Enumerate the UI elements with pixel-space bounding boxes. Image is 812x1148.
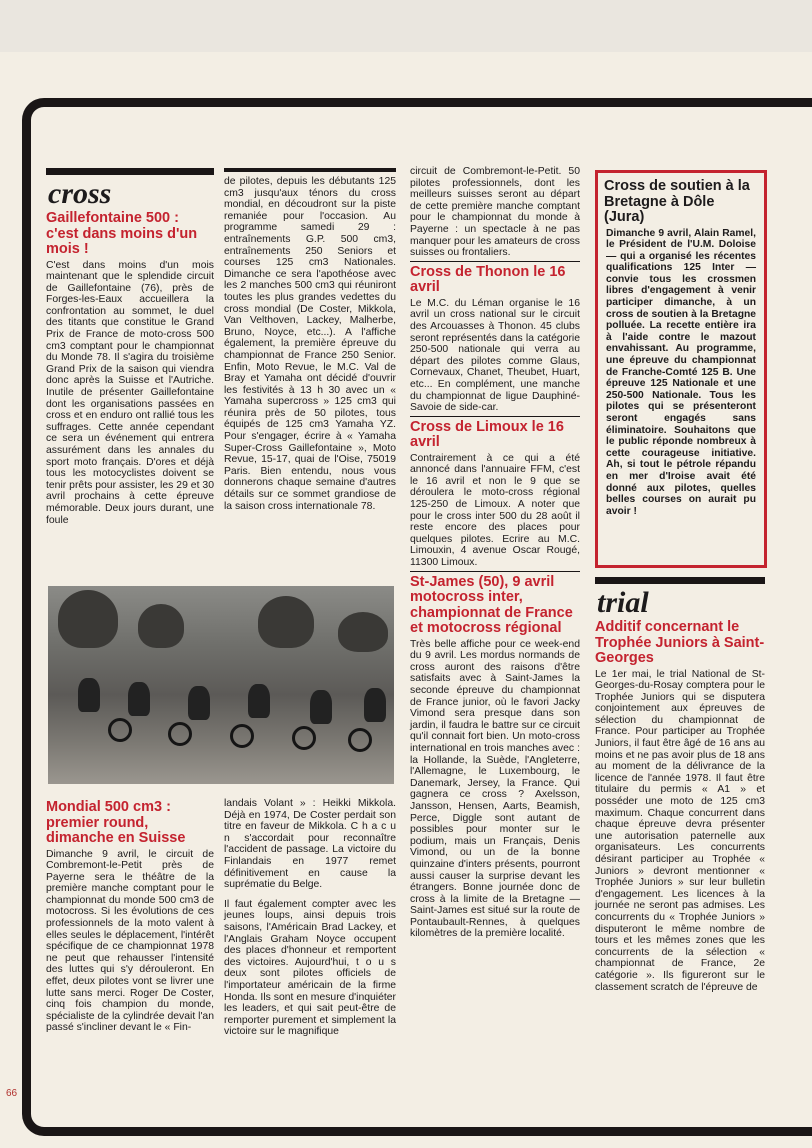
box-body: Dimanche 9 avril, Alain Ramel, le Président de l'U.M. Doloise — qui a organisé les récentes qualifications 125 Inter — convie tous les crossmen libres d'engagement à venir participer dimanche, à un cross de soutien à la Bretagne polluée. La recette entière ira à l'aide contre le mazout envahissant. Au programme, une épreuve du championnat de Franche-Comté 125 B. Une épreuve 125 Nationale et une 250-500 Nationale. Tous les pilotes qui se présenteront seront engagés sans éliminatoire. Souhaitons que le public réponde nombreux à cette courageuse initiative. Ah, si tout le pétrole répandu en mer d'Iroise avait été donné aux pilotes, quelles belles courses on aurait pu avoir ! — [606, 227, 756, 517]
photo-rider — [310, 690, 332, 724]
article-body-trial: Le 1er mai, le trial National de St-Georges-du-Rosay comptera pour le Trophée Juniors qui se disputera conjointement aux épreuves de sélection du championnat de France. Pour participer au Trophée Juniors, il faut être âgé de 16 ans au moins et ne pas avoir plus de 18 ans au moment de la délivrance de la licence de l'année 1978. Il faut être titulaire du permis « A1 » et posséder une moto de 125 cm3 maximum. Chaque concurrent dans chaque épreuve devra présenter une autorisation paternelle aux organisateurs. Les concurrents désirant participer au Trophée « Juniors » devront mentionner « Trophée Juniors » sur leur bulletin d'engagement. Les licences à la journée ne seront pas admises. Les concurrents du « Trophée Juniors » disputeront le même nombre de tours et les mêmes zones que les concurrents de la sélection « championnat de France, 2e catégorie ». Ils figureront sur le classement scratch de l'épreuve de — [595, 668, 765, 993]
motocross-photo — [48, 586, 394, 784]
photo-tree — [138, 604, 184, 648]
article-title-limoux: Cross de Limoux le 16 avril — [410, 418, 564, 451]
article-title-gaillefontaine: Gaillefontaine 500 : c'est dans moins d'un mois ! — [46, 210, 198, 257]
article-body-mondial-cont2: Il faut également compter avec les jeunes loups, ainsi depuis trois saisons, l'Américain Brad Lackey, et l'Anglais Graham Noyce occupent des places d'honneur et remportent des victoires. Aujourd'hui, t o u s deux sont pilotes officiels de l'importateur américain de la firme Honda. Ils sont en mesure d'inquiéter les leaders, et qui sait peut-être de remporter purement et simplement la victoire sur le magnifique — [224, 898, 396, 1038]
photo-tree — [338, 612, 388, 652]
article-body-mondial-cont3: circuit de Combremont-le-Petit. 50 pilotes professionnels, dont les meilleurs suisses seront au départ de cette première manche comptant pour le championnat du monde à Payerne : un spectacle à ne pas manquer pour les amateurs de cross suisses ou frontaliers. — [410, 166, 580, 259]
divider — [410, 416, 580, 417]
column-2 — [224, 168, 396, 512]
article-body-mondial: Dimanche 9 avril, le circuit de Combremont-le-Petit près de Payerne sera le théâtre de la première manche comptant pour le championnat du monde 500 cm3 de motocross. Si les évolutions de ces professionnels de la moto valent à elles seules le déplacement, l'intérêt spécifique de ce championnat 1978 ne peut que rehausser l'intensité des luttes qui s'y dérouleront. En effet, deux pilotes vont se livrer une lutte sans merci. Roger De Coster, cinq fois champion du monde, spécialiste de la cylindrée devait l'an passé s'incliner devant le « Fin- — [46, 848, 214, 1034]
divider — [410, 571, 580, 572]
article-body-gaillefontaine-cont: de pilotes, depuis les débutants 125 cm3 jusqu'aux ténors du cross mondial, en découdront sur la piste remaniée pour l'occasion. Au programme samedi 29 : entraînements G.P. 500 cm3, entraînements 250 Seniors et courses 125 cm3 Nationales. Dimanche ce sera l'apothéose avec les 2 manches 500 cm3 qui réuniront toutes les plus grandes vedettes du cross mondial (De Coster, Mikkola, Van Velthoven, Lackey, Malherbe, Bruno, Noyce, etc...). A l'affiche également, la première épreuve du championnat de France 250 Senior. Enfin, Moto Revue, le M.C. Val de Bray et Yamaha ont décidé d'ouvrir les festivités à 13 h 30 avec un « Yamaha supercross » 125 cm3 qui réunira près de 50 pilotes, tous équipés de 125 cm3 Yamaha YZ. Pour s'engager, écrire à « Yamaha Super-Cross Gaillefontaine », Moto Revue, 15-17, quai de l'Oise, 75019 Paris. Bien entendu, nous vous donnerons chaque semaine d'autres détails sur ce sommet grandiose de la saison cross internationale 78. — [224, 176, 396, 512]
article-body-mondial-cont1: landais Volant » : Heikki Mikkola. Déjà en 1974, De Coster perdait son titre en faveur de Mikkola. C h a c u n s'accordait pour reconnaître l'accident de passage. La victoire du Finlandais en 1977 remet définitivement en cause la suprématie du Belge. — [224, 798, 396, 891]
photo-rider — [188, 686, 210, 720]
photo-rider — [248, 684, 270, 718]
divider — [410, 261, 580, 262]
photo-tree — [258, 596, 314, 648]
article-title-thonon: Cross de Thonon le 16 avril — [410, 263, 566, 296]
section-title-cross: cross — [48, 177, 112, 210]
photo-rider — [128, 682, 150, 716]
photo-wheel — [108, 718, 132, 742]
section-rule — [595, 577, 765, 584]
soutien-box — [595, 170, 767, 568]
mondial-col2 — [224, 798, 396, 1038]
article-body-gaillefontaine: C'est dans moins d'un mois maintenant que le splendide circuit de Gaillefontaine (76), près de Forges-les-Eaux accueillera la confrontation au sommet, le duel des titants que constitue le Grand Prix de France de moto-cross 500 cm3 comptant pour le championnat du Monde 78. Il s'agira du troisième Grand Prix de la saison qui viendra donc après la Suisse et l'Autriche. Inutile de présenter Gaillefontaine dont les organisations passées en cross et en enduro ont rallié tous les suffrages. Cette année cependant ce sera un événement qui entrera assurément dans les annales du sport moto français. D'ores et déjà tous les motocyclistes doivent se tenir prêts pour assister, les 29 et 30 avril prochains à cette épreuve mémorable. Deux jours durant, une foule — [46, 259, 214, 526]
column-3 — [410, 166, 580, 940]
article-title-mondial: Mondial 500 cm3 : premier round, dimanche en Suisse — [46, 799, 186, 846]
mondial-col1 — [46, 798, 214, 1034]
article-title-trial: Additif concernant le Trophée Juniors à Saint-Georges — [595, 619, 765, 666]
top-margin — [0, 0, 812, 52]
photo-tree — [58, 590, 118, 648]
article-body-thonon: Le M.C. du Léman organise le 16 avril un cross national sur le circuit des Arcouasses à Thonon. 45 clubs seront représentés dans la catégorie 250-500 nationale qui verra au départ des pilotes comme Glaus, Cornevaux, Chanet, Theubet, Huart, etc... En complément, une manche du championnat de ligue Dauphiné-Savoie de side-car. — [410, 297, 580, 414]
section-title-trial: trial — [597, 586, 649, 619]
photo-wheel — [348, 728, 372, 752]
article-body-limoux: Contrairement à ce qui a été annoncé dans l'annuaire FFM, c'est le 16 avril et non le 9 que se déroulera le moto-cross régional 125-250 de Limoux. A noter que pour le cross inter 500 du 28 août il reste encore des places pour quelques pilotes. Ecrire au M.C. Limouxin, 4 avenue Oscar Rougé, 11300 Limoux. — [410, 452, 580, 569]
photo-rider — [78, 678, 100, 712]
photo-wheel — [168, 722, 192, 746]
photo-wheel — [292, 726, 316, 750]
column-rule — [224, 168, 396, 172]
box-title: Cross de soutien à la Bretagne à Dôle (Jura) — [604, 178, 750, 225]
section-rule — [46, 168, 214, 175]
column-1 — [46, 168, 214, 526]
article-title-stjames: St-James (50), 9 avril motocross inter, championnat de France et motocross régional — [410, 573, 573, 637]
page-number: 66 — [6, 1088, 18, 1099]
column-4-trial — [595, 577, 765, 993]
photo-wheel — [230, 724, 254, 748]
article-body-stjames: Très belle affiche pour ce week-end du 9 avril. Les mordus normands de cross auront des raisons d'être satisfaits avec à Saint-James la seconde épreuve du championnat de France junior, où le favori Jacky Vimond sera presque dans son jardin, il faudra le battre sur ce circuit qu'il connait fort bien. Un moto-cross international en trois manches avec : la Hollande, la Suède, l'Angleterre, l'Allemagne, le Luxembourg, le Danemark, Jersey, la France. Qui gagnera ce cross ? Axelsson, Jansson, Hensen, Aarts, Beamish, Perce, Diggle sont autant de possibles pour monter sur le podium, mais un Français, Denis Vimond, ou un de la bonne quinzaine d'inters présents, pourront aussi causer la surprise devant les étrangers. Bonne journée donc de cross à la limite de la Bretagne — Saint-James est situé sur la route de Pontaubault-Rennes, à quelques kilomètres de la première localité. — [410, 638, 580, 940]
photo-rider — [364, 688, 386, 722]
